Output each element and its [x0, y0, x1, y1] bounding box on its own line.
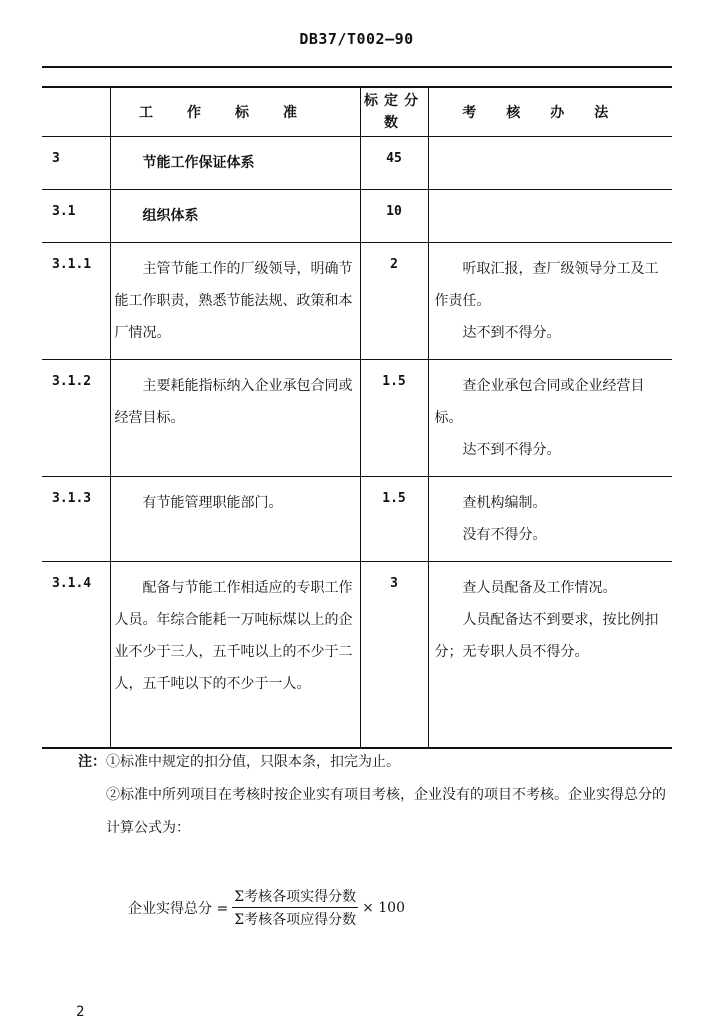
note-1 — [78, 746, 678, 779]
note-2: ②标准中所列项目在考核时按企业实有项目考核，企业没有的项目不考核。企业实得总分的计算公式为： — [106, 787, 666, 836]
header-method: 考核办法 — [428, 87, 672, 137]
row-method — [428, 137, 672, 190]
row-method — [428, 190, 672, 243]
row-number: 3.1.2 — [42, 360, 110, 477]
row-number: 3.1.1 — [42, 243, 110, 360]
note-1-text: ①标准中规定的扣分值，只限本条，扣完为止。 — [106, 754, 400, 770]
method-line: 听取汇报，查厂级领导分工及工作责任。 — [434, 261, 659, 309]
notes-section — [78, 746, 678, 845]
method-line: 没有不得分。 — [462, 527, 547, 543]
row-method — [428, 360, 672, 477]
method-line: 达不到不得分。 — [462, 442, 561, 458]
method-line: 查人员配备及工作情况。 — [462, 580, 617, 596]
table-row — [42, 562, 672, 748]
row-number: 3 — [42, 137, 110, 190]
formula-fraction — [232, 886, 358, 929]
table-header-row — [42, 87, 672, 137]
table-row — [42, 190, 672, 243]
method-line: 查企业承包合同或企业经营目标。 — [434, 378, 645, 426]
table-row — [42, 243, 672, 360]
table-row — [42, 360, 672, 477]
row-number: 3.1 — [42, 190, 110, 243]
row-number: 3.1.3 — [42, 477, 110, 562]
row-standard: 有节能管理职能部门。 — [110, 477, 360, 562]
row-standard: 主管节能工作的厂级领导，明确节能工作职责，熟悉节能法规、政策和本厂情况。 — [110, 243, 360, 360]
row-score: 45 — [360, 137, 428, 190]
row-standard: 主要耗能指标纳入企业承包合同或经营目标。 — [110, 360, 360, 477]
method-line: 查机构编制。 — [462, 495, 547, 511]
page-number: 2 — [76, 1004, 85, 1020]
method-line: 达不到不得分。 — [462, 325, 561, 341]
row-standard: 节能工作保证体系 — [110, 137, 360, 190]
formula-numerator: Σ考核各项实得分数 — [232, 886, 358, 908]
row-score: 10 — [360, 190, 428, 243]
row-method — [428, 562, 672, 748]
row-standard: 组织体系 — [110, 190, 360, 243]
header-score: 标定分数 — [360, 87, 428, 137]
table-body — [42, 137, 672, 748]
formula-lhs: 企业实得总分 = — [128, 900, 229, 917]
evaluation-table — [42, 86, 672, 749]
row-method — [428, 243, 672, 360]
row-score: 2 — [360, 243, 428, 360]
table-row — [42, 137, 672, 190]
score-formula — [128, 886, 405, 929]
row-number: 3.1.4 — [42, 562, 110, 748]
top-rule — [42, 66, 672, 68]
formula-denominator: Σ考核各项应得分数 — [234, 912, 357, 928]
formula-multiplier: × 100 — [362, 899, 405, 916]
note-label: 注： — [78, 754, 106, 770]
row-standard: 配备与节能工作相适应的专职工作人员。年综合能耗一万吨标煤以上的企业不少于三人，五千吨以上的不少于二人，五千吨以下的不少于一人。 — [110, 562, 360, 748]
header-standard: 工作标准 — [110, 87, 360, 137]
header-number-cell — [42, 87, 110, 137]
row-score: 1.5 — [360, 360, 428, 477]
standard-code: DB37/T002—90 — [299, 30, 414, 48]
table-row — [42, 477, 672, 562]
row-method — [428, 477, 672, 562]
row-score: 1.5 — [360, 477, 428, 562]
row-score: 3 — [360, 562, 428, 748]
method-line: 人员配备达不到要求，按比例扣分；无专职人员不得分。 — [434, 612, 659, 660]
